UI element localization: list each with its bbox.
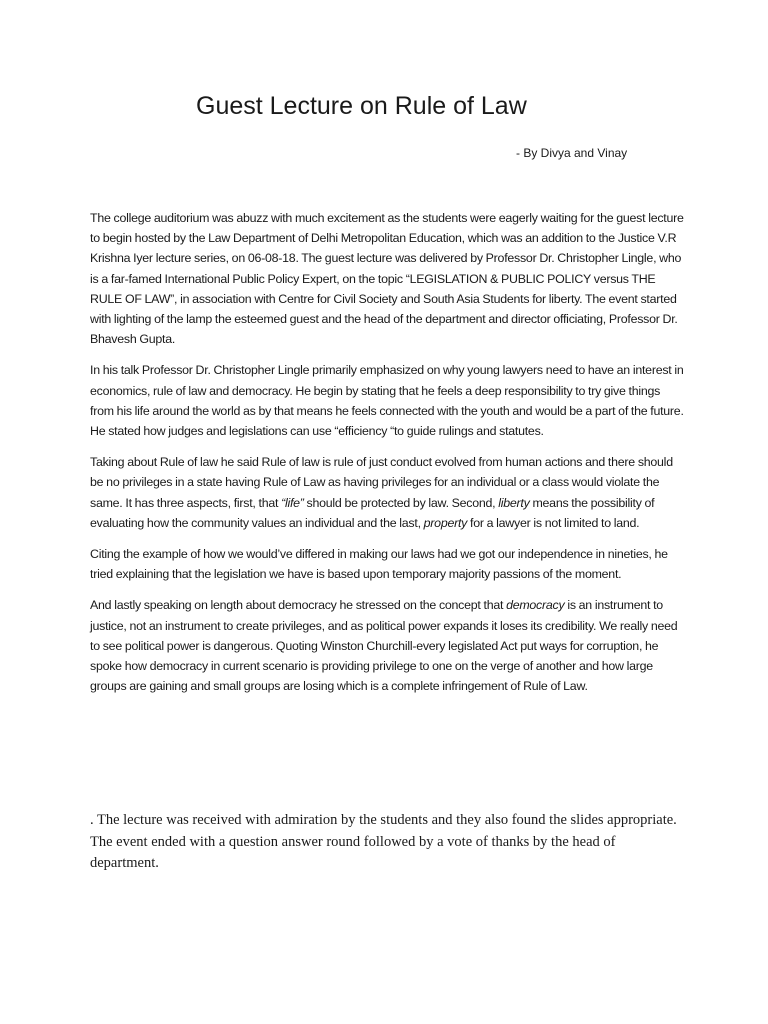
text-run: And lastly speaking on length about democracy he stressed on the concept that [90,598,507,613]
text-run: for a lawyer is not limited to land. [467,515,640,530]
text-run: Citing the example of how we would’ve differed in making our laws had we got our independence in nineties, he tried explaining that the legislation we have is based upon temporary majority passions of the moment. [90,547,668,582]
paragraph-introduction [90,208,686,349]
paragraph-independence-example [90,544,686,584]
paragraph-democracy [90,595,686,696]
paragraph-rule-of-law [90,452,686,533]
text-run: The college auditorium was abuzz with much excitement as the students were eagerly waiting for the guest lecture to begin hosted by the Law Department of Delhi Metropolitan Education, which was an addition to the Justice V.R Krishna Iyer lecture series, on 06-08-18. The guest lecture was delivered by Professor Dr. Christopher Lingle, who is a far-famed International Public Policy Expert, on the topic “LEGISLATION & PUBLIC POLICY versus THE RULE OF LAW”, in association with Centre for Civil Society and South Asia Students for liberty. The event started with lighting of the lamp the esteemed guest and the head of the department and director officiating, Professor Dr. Bhavesh Gupta. [90,211,684,347]
text-run: should be protected by law. Second, [303,495,499,510]
emphasized-text: property [423,515,468,530]
paragraph-talk-summary [90,360,686,441]
emphasized-text: “life” [281,495,304,510]
article-body [90,208,686,707]
emphasized-text: liberty [498,495,530,510]
text-run: is an instrument to justice, not an instrument to create privileges, and as political power expands it loses its credibility. We really need to see political power is dangerous. Quoting Winston Churchill-every legislated Act put ways for corruption, he spoke how democracy in current scenario is providing privilege to one on the verge of another and how large groups are gaining and small groups are losing which is a complete infringement of Rule of Law. [90,598,678,694]
closing-paragraph: . The lecture was received with admiration by the students and they also found the slides appropriate. The event ended with a question answer round followed by a vote of thanks by the head of department. [90,812,677,871]
text-run: In his talk Professor Dr. Christopher Lingle primarily emphasized on why young lawyers need to have an interest in economics, rule of law and democracy. He begin by stating that he feels a deep responsibility to try give things from his life around the world as by that means he feels connected with the youth and would be a part of the future. He stated how judges and legislations can use “efficiency “to guide rulings and statutes. [90,363,684,439]
text-run: Taking about Rule of law he said Rule of law is rule of just conduct evolved from human actions and there should be no privileges in a state having Rule of Law as having privileges for an individual or a class would violate the same. It has three aspects, first, that [90,455,673,510]
text-run: means the possibility of evaluating how the community values an individual and the last, [90,495,655,530]
byline: - By Divya and Vinay [516,146,628,160]
page-title: Guest Lecture on Rule of Law [196,92,527,120]
emphasized-text: democracy [506,598,565,613]
